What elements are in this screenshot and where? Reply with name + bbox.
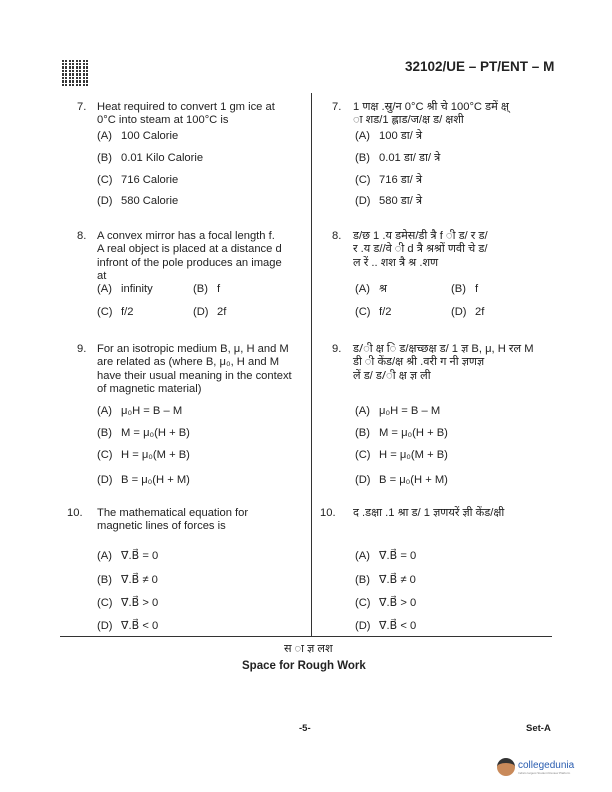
- option-hi: 100 डा/ त्रे: [379, 130, 423, 142]
- option-label: (C): [97, 174, 113, 186]
- option-hi: 2f: [475, 306, 485, 318]
- question-text-hi: द .डक्षा .1 श्रा ड/ 1 ज्ञणयरें ज्ञी केंड/क्षी: [353, 507, 505, 519]
- option-label: (A): [97, 550, 112, 562]
- question-text-hi: ड/ी क्ष ि ड/क्षच्छक्ष ड/ 1 ज्ञ B, μ, H रल M: [353, 343, 534, 355]
- option-hi: f/2: [379, 306, 392, 318]
- option-label: (D): [355, 195, 371, 207]
- logo-mascot-icon: [497, 758, 515, 776]
- question-text-en: The mathematical equation for: [97, 507, 249, 519]
- option-label: (B): [355, 152, 370, 164]
- option-label: (A): [97, 405, 112, 417]
- question-text-hi: ल रें .. शश त्रै श्र .शण: [353, 256, 439, 269]
- option-en: 716 Calorie: [121, 174, 179, 186]
- question-number: 9.: [77, 343, 87, 355]
- option-hi: f: [475, 283, 479, 295]
- option-label: (D): [193, 306, 209, 318]
- question-text-en: have their usual meaning in the context: [97, 369, 292, 382]
- option-label: (C): [355, 306, 371, 318]
- question-text-en: A convex mirror has a focal length f.: [97, 230, 275, 242]
- question-text-en: A real object is placed at a distance d: [97, 243, 282, 256]
- option-hi: 716 डा/ त्रे: [379, 174, 423, 186]
- rough-work-hindi: स ा ज्ञ लश: [284, 643, 333, 655]
- question-text-en: 0°C into steam at 100°C is: [97, 114, 229, 127]
- option-en: ∇⃗.B⃗ ≠ 0: [121, 574, 158, 586]
- option-label: (A): [355, 130, 370, 142]
- question-number-hindi: 9.: [332, 343, 342, 355]
- option-hi: μ₀H = B – M: [379, 405, 441, 417]
- question-number-hindi: 10.: [320, 507, 336, 519]
- option-label: (B): [97, 152, 112, 164]
- option-hi: 0.01 डा/ डा/ त्रे: [379, 152, 441, 164]
- option-en: ∇⃗.B⃗ < 0: [121, 620, 159, 632]
- question-text-en: are related as (where B, μ₀, H and M: [97, 356, 280, 369]
- question-number: 10.: [67, 507, 83, 519]
- option-en: f: [217, 283, 221, 295]
- option-label: (B): [97, 574, 112, 586]
- logo-tagline: India's largest Student Review Platform: [518, 770, 571, 775]
- option-hi: ∇⃗.B⃗ < 0: [379, 620, 417, 632]
- question-text-en: of magnetic material): [97, 382, 202, 395]
- question-text-hi: ड/छ 1 .य डमेस/डी त्रै f ी ड/ र ड/: [353, 230, 488, 242]
- question-number: 8.: [77, 230, 87, 242]
- option-en: ∇⃗.B⃗ > 0: [121, 597, 159, 609]
- option-label: (C): [355, 597, 371, 609]
- option-label: (D): [355, 620, 371, 632]
- option-hi: H = μ₀(M + B): [379, 449, 448, 461]
- option-label: (A): [355, 405, 370, 417]
- bottom-divider: [60, 636, 552, 637]
- option-label: (C): [97, 449, 113, 461]
- option-en: B = μ₀(H + M): [121, 474, 190, 486]
- option-hi: श्र: [379, 283, 387, 295]
- option-label: (D): [97, 195, 113, 207]
- option-label: (B): [193, 283, 208, 295]
- paper-code: 32102/UE – PT/ENT – M: [405, 59, 555, 74]
- column-divider: [311, 93, 312, 636]
- question-text-hi: 1 णक्ष .स्रु/न 0°C श्री चे 100°C डमें क्ष्: [353, 101, 509, 113]
- collegedunia-logo: [497, 758, 574, 776]
- option-en: 0.01 Kilo Calorie: [121, 152, 204, 164]
- option-label: (C): [97, 597, 113, 609]
- question-text-hi: लें ड/ ड/ी क्ष ज्ञ ली: [353, 369, 431, 382]
- option-en: 100 Calorie: [121, 130, 179, 142]
- option-en: μ₀H = B – M: [121, 405, 183, 417]
- option-label: (B): [355, 427, 370, 439]
- option-hi: B = μ₀(H + M): [379, 474, 448, 486]
- question-number: 7.: [77, 101, 87, 113]
- option-label: (A): [355, 283, 370, 295]
- option-label: (B): [97, 427, 112, 439]
- question-text-hi: र .य ड//वे ी d त्रै श्रश्रों णवी चे ड/: [353, 243, 488, 256]
- option-label: (A): [97, 130, 112, 142]
- option-label: (C): [355, 174, 371, 186]
- question-text-en: infront of the pole produces an image: [97, 256, 282, 269]
- option-en: 2f: [217, 306, 227, 318]
- question-number-hindi: 7.: [332, 101, 342, 113]
- set-label: Set-A: [526, 723, 551, 734]
- question-number-hindi: 8.: [332, 230, 342, 242]
- option-label: (D): [97, 474, 113, 486]
- option-label: (C): [355, 449, 371, 461]
- question-text-en: magnetic lines of forces is: [97, 520, 226, 533]
- option-label: (A): [355, 550, 370, 562]
- option-label: (C): [97, 306, 113, 318]
- question-text-en: For an isotropic medium B, μ, H and M: [97, 343, 289, 355]
- option-hi: ∇⃗.B⃗ ≠ 0: [379, 574, 416, 586]
- option-en: ∇⃗.B⃗ = 0: [121, 550, 159, 562]
- option-en: 580 Calorie: [121, 195, 179, 207]
- option-hi: M = μ₀(H + B): [379, 427, 448, 439]
- option-label: (D): [451, 306, 467, 318]
- option-hi: ∇⃗.B⃗ = 0: [379, 550, 417, 562]
- logo-text: collegedunia: [518, 759, 575, 771]
- option-en: infinity: [121, 283, 153, 295]
- option-en: M = μ₀(H + B): [121, 427, 190, 439]
- option-en: f/2: [121, 306, 134, 318]
- question-text-en: Heat required to convert 1 gm ice at: [97, 101, 275, 113]
- option-hi: ∇⃗.B⃗ > 0: [379, 597, 417, 609]
- question-text-en: at: [97, 269, 107, 282]
- option-label: (D): [97, 620, 113, 632]
- option-label: (A): [97, 283, 112, 295]
- datamatrix-code: [62, 60, 88, 86]
- page-number: -5-: [299, 723, 311, 734]
- option-label: (B): [355, 574, 370, 586]
- option-label: (B): [451, 283, 466, 295]
- rough-work-label: Space for Rough Work: [242, 660, 366, 672]
- question-text-hi: ा शड/1 ह्लाड/ज/क्ष ड/ क्षशी: [353, 114, 464, 127]
- option-label: (D): [355, 474, 371, 486]
- option-en: H = μ₀(M + B): [121, 449, 190, 461]
- option-hi: 580 डा/ त्रे: [379, 195, 423, 207]
- question-text-hi: डी ी केंड/क्ष श्री .वरी ग नी ज्ञणज्ञ: [353, 356, 485, 369]
